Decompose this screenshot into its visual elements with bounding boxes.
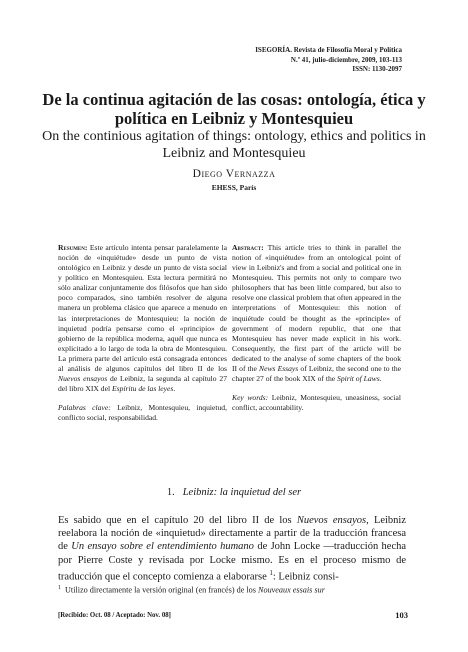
resumen-text-end: . [173, 384, 176, 394]
received-accepted-dates: [Recibido: Oct. 08 / Aceptado: Nov. 08] [58, 612, 171, 619]
abstract-italic-work-1: News Essays [259, 363, 299, 373]
resumen-italic-work-1: Nuevos ensayos [58, 374, 108, 384]
section-title: Leibniz: la inquietud del ser [182, 487, 302, 498]
body-text-4: : Leibniz consi- [272, 571, 339, 583]
resumen-italic-work-2: Espíritu de las leyes [112, 384, 174, 394]
keywords-paragraph [232, 393, 401, 413]
resumen-text: Este artículo intenta pensar paralelamente la noción de «inquiétude» desde un punto de vista ontológico en Leibniz y desde un punto de vista social y político en Montesquieu. Esta lectura permitirá no sólo analizar conjuntamente dos filósofos que han sido poco comparados, sino también resolver de alguna manera un problema clásico que aparece a menudo en las interpretaciones de Montesquieu: la noción de inquietud podría pensarse como el «principio» de gobierno de la república moderna, aquél que nunca es explicitado a lo largo de toda la obra de Montesquieu. La primera parte del artículo está consagrada entonces al análisis de algunos capítulos del libro II de los [58, 243, 227, 373]
abstract-text: This article tries to think in parallel the notion of «inquiétude» from an ontological point of view in Leibniz's and from a social and political one in Montesquieu. This permits not only to compare two philosophers that has been little compared, but also to resolve one classical problem that often appeared in the interpretations of Montesquieu: this notion of inquiétude could be thought as the «principle» of government of modern republic, that one that Montesquieu has never made explicit in his work. Consequently, the first part of the article will be dedicated to the analyse of some chapters of the book II of the [232, 243, 401, 373]
keywords-label: Key words: [232, 393, 269, 403]
section-heading [40, 487, 428, 498]
footnote [58, 583, 410, 596]
journal-name: ISEGORÍA. Revista de Filosofía Moral y Política [255, 46, 402, 54]
journal-issue: N.º 41, julio-diciembre, 2009, 103-113 [290, 55, 402, 64]
abstract-italic-work-2: Spirit of Laws [337, 374, 380, 384]
body-text-1: Es sabido que en el capítulo 20 del libro II de los [58, 515, 292, 526]
section-number: 1. [166, 487, 175, 498]
footnote-italic: Nouveaux essais sur [258, 585, 325, 595]
palabras-clave-label: Palabras clave: [58, 403, 111, 413]
author-name: Diego Vernazza [192, 168, 276, 180]
footnote-reference[interactable]: 1 [269, 568, 273, 577]
body-italic-2: Un ensayo sobre el entendimiento humano [71, 541, 254, 553]
english-abstract-column [232, 243, 401, 413]
abstract-text-end: . [379, 374, 382, 384]
article-title-spanish: De la continua agitación de las cosas: ontología, ética y política en Leibniz y Montesquieu [42, 90, 426, 128]
article-title-english: On the continious agitation of things: ontology, ethics and politics in Leibniz and Montesquieu [42, 129, 426, 161]
body-italic-1: Nuevos ensayos [296, 515, 367, 526]
journal-header [255, 46, 402, 75]
footnote-mark: 1 [58, 585, 61, 591]
resumen-text-mid: de Leibniz, la segunda al capítulo 27 del libro XIX del [58, 374, 227, 394]
body-text-3: de John Locke —traducción hecha por Pierre Coste y revisada por Locke mismo. Es en el proceso mismo de traducción que el concepto comienza a elaborarse [58, 541, 407, 583]
palabras-clave-text: Leibniz, Montesquieu, inquietud, conflicto social, responsabilidad. [58, 403, 227, 423]
author-affiliation: EHESS, París [211, 183, 257, 192]
resumen-paragraph [58, 243, 227, 394]
page-number: 103 [395, 610, 408, 620]
resumen-label: Resumen: [58, 243, 88, 252]
keywords-text: Leibniz, Montesquieu, uneasiness, social conflict, accountability. [232, 393, 401, 413]
palabras-clave-paragraph [58, 403, 227, 423]
body-text-2: , Leibniz reelabora la noción de «inquietud» directamente a partir de la traducción francesa de [58, 515, 407, 553]
abstract-label: Abstract: [232, 243, 264, 252]
body-paragraph [58, 514, 406, 584]
spanish-abstract-column [58, 243, 227, 423]
footnote-text: Utilizo directamente la versión original (en francés) de los [65, 585, 256, 595]
journal-issn: ISSN: 1130-2097 [352, 65, 402, 73]
abstract-paragraph [232, 243, 401, 384]
abstract-text-mid: of Leibniz, the second one to the chapter 27 of the book XIX of the [232, 363, 401, 384]
